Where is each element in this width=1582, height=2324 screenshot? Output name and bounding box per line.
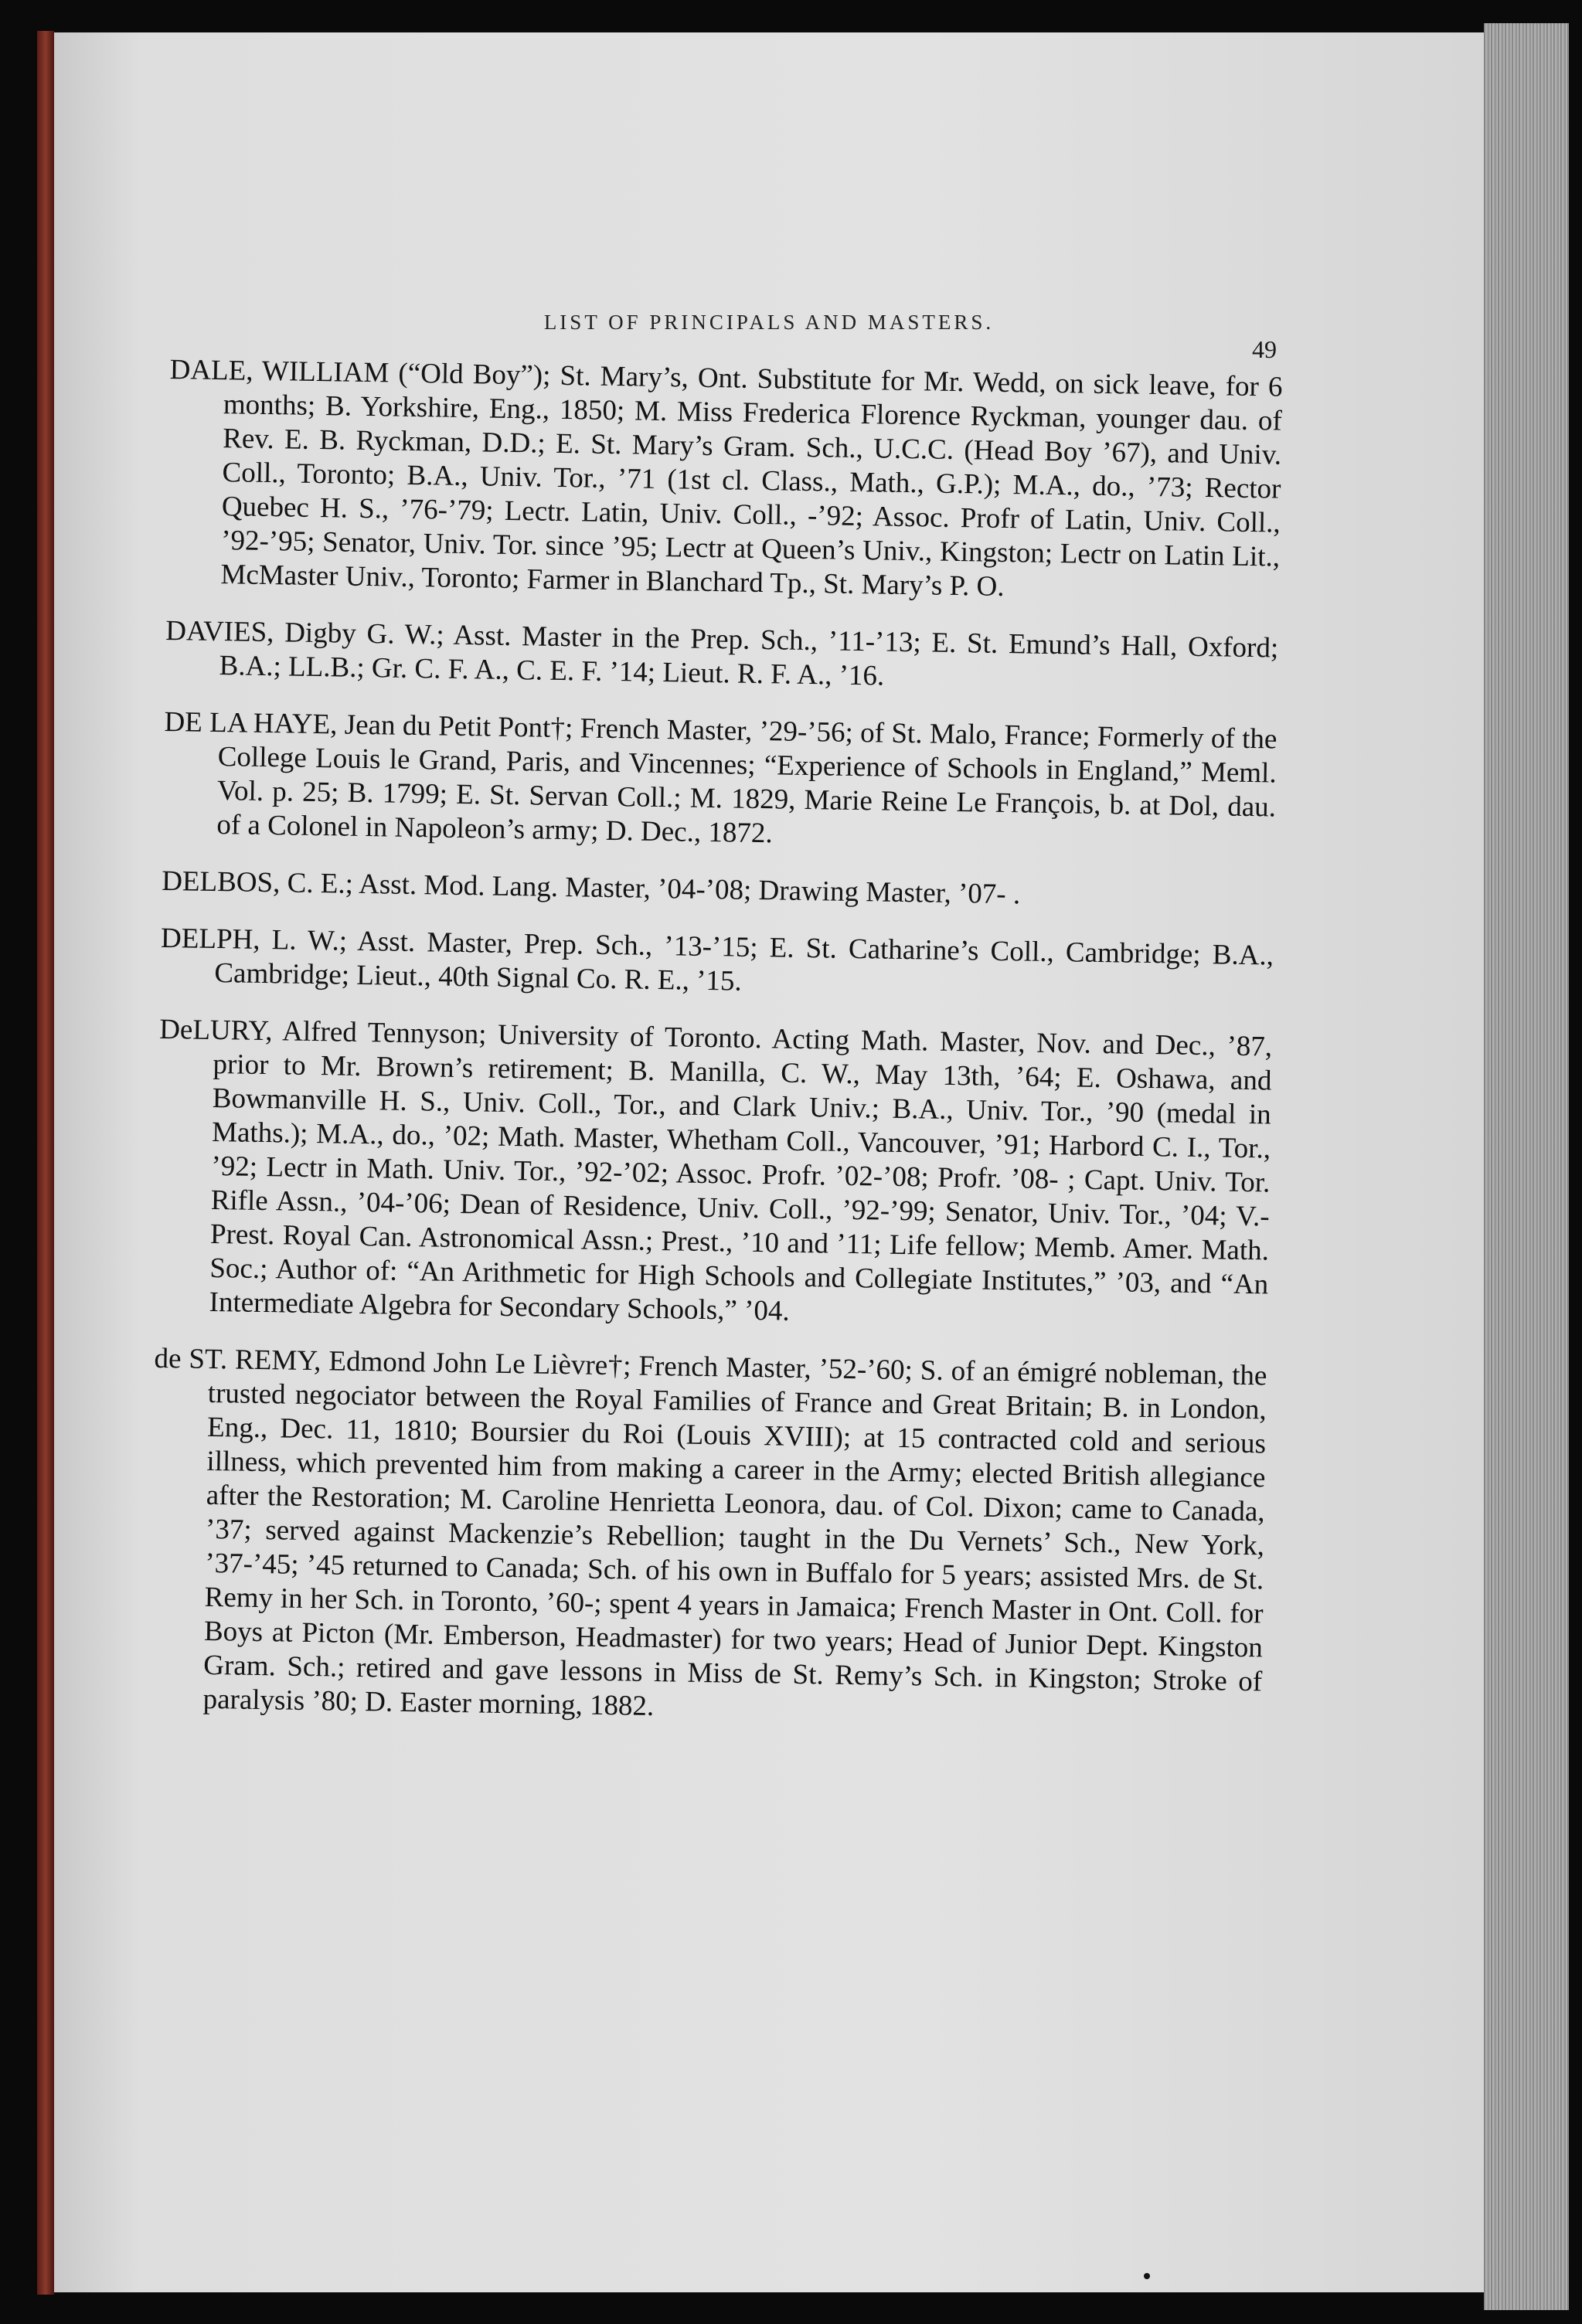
running-head: LIST OF PRINCIPALS AND MASTERS. xyxy=(543,311,995,334)
entry-dale xyxy=(166,353,1283,609)
book-page xyxy=(54,32,1484,2292)
entry-text: L. W.; Asst. Master, Prep. Sch., ’13-’15; E. St. Catharine’s Coll., Cambridge; B.A., Cambridge; Lieut., 40th Signal Co. R. E., ’15. xyxy=(214,923,1274,997)
entry-text: C. E.; Asst. Mod. Lang. Master, ’04-’08; Drawing Master, ’07- . xyxy=(280,867,1021,911)
book-spine-edge xyxy=(37,31,54,2295)
entry-delbos xyxy=(162,865,1275,916)
entry-name: DELPH, xyxy=(160,922,260,956)
entry-name: DALE, WILLIAM xyxy=(169,353,390,389)
ink-speck xyxy=(1144,2273,1150,2279)
entry-de-la-haye xyxy=(162,705,1278,859)
page-number: 49 xyxy=(1252,335,1277,363)
entry-delury xyxy=(155,1013,1272,1337)
entry-delph xyxy=(160,922,1274,1007)
entry-text: Alfred Tennyson; University of Toronto. Acting Math. Master, Nov. and Dec., ’87, prior to Mr. Brown’s retirement; B. Manilla, C. W., May 13th, ’64; E. Oshawa, and Bowmanville H. S., Univ. Coll., Tor., and Clark Univ.; B.A., Univ. Tor., ’90 (medal in Maths.); M.A., do., ’02; Math. Master, Whetham Coll., Vancouver, ’91; Harbord C. I., Tor., ’92; Lectr in Math. Univ. Tor., ’92-’02; Assoc. Profr. ’02-’08; Profr. ’08- ; Capt. Univ. Tor. Rifle Assn., ’04-’06; Dean of Residence, Univ. Coll., ’92-’99; Senator, Univ. Tor., ’04; V.-Prest. Royal Can. Astronomical Assn.; Prest., ’10 and ’11; Life fellow; Memb. Amer. Math. Soc.; Author of: “An Arithmetic for High Schools and Collegiate Institutes,” ’03, and “An Intermediate Algebra for Secondary Schools,” ’04. xyxy=(209,1015,1273,1327)
entry-text: Digby G. W.; Asst. Master in the Prep. Sch., ’11-’13; E. St. Emund’s Hall, Oxford; B.A.; LL.B.; Gr. C. F. A., C. E. F. ’14; Lieut. R. F. A., ’16. xyxy=(219,617,1279,692)
entry-name: DAVIES, xyxy=(165,614,274,649)
entry-name: DE LA HAYE, xyxy=(164,705,338,741)
entry-name: DELBOS, xyxy=(161,865,281,899)
entry-text: (“Old Boy”); St. Mary’s, Ont. Substitute for Mr. Wedd, on sick leave, for 6 months; B. Yorkshire, Eng., 1850; M. Miss Frederica Florence Ryckman, younger dau. of Rev. E. B. Ryckman, D.D.; E. St. Mary’s Gram. Sch., U.C.C. (Head Boy ’67), and Univ. Coll., Toronto; B.A., Univ. Tor., ’71 (1st cl. Class., Math., G.P.); M.A., do., ’73; Rector Quebec H. S., ’76-’79; Lectr. Latin, Univ. Coll., -’92; Assoc. Profr of Latin, Univ. Coll., ’92-’95; Senator, Univ. Tor. since ’95; Lectr at Queen’s Univ., Kingston; Lectr on Latin Lit., McMaster Univ., Toronto; Farmer in Blanchard Tp., St. Mary’s P. O. xyxy=(220,357,1283,603)
entry-de-st-remy xyxy=(148,1342,1267,1734)
entry-name: DeLURY, xyxy=(158,1013,273,1048)
entry-name: de ST. REMY, xyxy=(154,1342,322,1378)
entry-davies xyxy=(165,614,1278,700)
entry-text: Edmond John Le Lièvre†; French Master, ’52-’60; S. of an émigré nobleman, the trusted negociator between the Royal Families of France and Great Britain; B. in London, Eng., Dec. 11, 1810; Boursier du Roi (Louis XVIII); at 15 contracted cold and serious illness, which prevented him from making a career in the Army; elected British allegiance after the Restoration; M. Caroline Henrietta Leonora, dau. of Col. Dixon; came to Canada, ’37; served against Mackenzie’s Rebellion; taught in the Du Vernets’ Sch., New York, ’37-’45; ’45 returned to Canada; Sch. of his own in Buffalo for 5 years; assisted Mrs. de St. Remy in her Sch. in Toronto, ’60-; spent 4 years in Jamaica; French Master in Ont. Coll. for Boys at Picton (Mr. Emberson, Headmaster) for two years; Head of Junior Dept. Kingston Gram. Sch.; retired and gave lessons in Miss de St. Remy’s Sch. in Kingston; Stroke of paralysis ’80; D. Easter morning, 1882. xyxy=(202,1345,1267,1723)
entries-list xyxy=(148,353,1283,1756)
entry-text: Jean du Petit Pont†; French Master, ’29-’56; of St. Malo, France; Formerly of the College Louis le Grand, Paris, and Vincennes; “Experience of Schools in England,” Meml. Vol. p. 25; B. 1799; E. St. Servan Coll.; M. 1829, Marie Reine Le François, b. at Dol, dau. of a Colonel in Napoleon’s army; D. Dec., 1872. xyxy=(216,708,1278,850)
page-edges xyxy=(1484,23,1569,2310)
